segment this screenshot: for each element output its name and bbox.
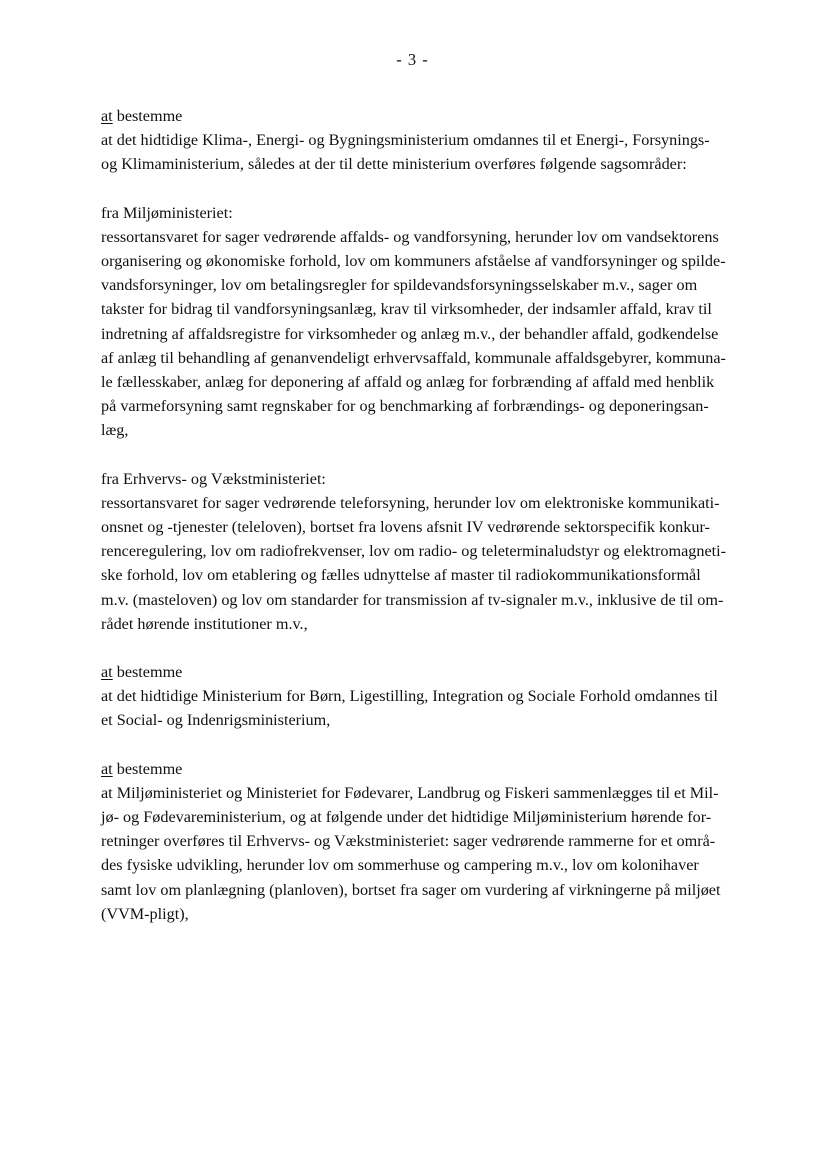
- document-body: [101, 104, 748, 950]
- text-line: ressortansvaret for sager vedrørende affalds- og vandforsyning, herunder lov om vandsektorens: [101, 227, 719, 246]
- heading-underlined-word: at: [101, 107, 113, 125]
- text-line: organisering og økonomiske forhold, lov om kommuners afståelse af vandforsyninger og spilde-: [101, 252, 726, 271]
- section-heading: [101, 757, 748, 781]
- text-line: at det hidtidige Klima-, Energi- og Bygningsministerium omdannes til et Energi-, Forsynings-: [101, 131, 710, 150]
- text-line: og Klimaministerium, således at der til dette ministerium overføres følgende sagsområder:: [101, 155, 687, 174]
- section-heading: fra Miljøministeriet:: [101, 203, 233, 222]
- text-line: ske forhold, lov om etablering og fælles udnyttelse af master til radiokommunikationsformål: [101, 566, 701, 585]
- section-energy-ministry: [101, 104, 748, 177]
- text-line: vandsforsyninger, lov om betalingsregler for spildevandsforsyningsselskaber m.v., sager om: [101, 276, 698, 295]
- text-line: rådet hørende institutioner m.v.,: [101, 614, 308, 633]
- text-line: m.v. (masteloven) og lov om standarder for transmission af tv-signaler m.v., inklusive de til om-: [101, 590, 724, 609]
- section-heading: fra Erhvervs- og Vækstministeriet:: [101, 469, 326, 488]
- text-line: et Social- og Indenrigsministerium,: [101, 711, 331, 730]
- heading-underlined-word: at: [101, 663, 113, 682]
- section-merger-environment-food: [101, 757, 748, 926]
- section-from-business-ministry: [101, 467, 748, 636]
- text-line: onsnet og -tjenester (teleloven), bortset fra lovens afsnit IV vedrørende sektorspecifik konkur-: [101, 518, 710, 537]
- text-line: samt lov om planlægning (planloven), bortset fra sager om vurdering af virkningerne på miljøet: [101, 880, 721, 899]
- text-line: af anlæg til behandling af genanvendeligt erhvervsaffald, kommunale affaldsgebyrer, kommuna-: [101, 348, 726, 367]
- text-line: ressortansvaret for sager vedrørende teleforsyning, herunder lov om elektroniske kommunikati-: [101, 493, 720, 512]
- text-line: le fællesskaber, anlæg for deponering af affald og anlæg for forbrænding af affald med henblik: [101, 373, 715, 392]
- text-line: renceregulering, lov om radiofrekvenser, lov om radio- og teleterminaludstyr og elektromagneti-: [101, 542, 727, 561]
- heading-rest: bestemme: [112, 107, 183, 125]
- page-number: - 3 -: [396, 50, 429, 69]
- text-line: takster for bidrag til vandforsyningsanlæg, krav til virksomheder, der indsamler affald, krav til: [101, 300, 712, 319]
- heading-rest: bestemme: [112, 759, 183, 778]
- heading-underlined-word: at: [101, 759, 113, 778]
- section-social-ministry: [101, 660, 748, 733]
- text-line: (VVM-pligt),: [101, 904, 189, 923]
- text-line: des fysiske udvikling, herunder lov om sommerhuse og campering m.v., lov om kolonihaver: [101, 856, 699, 875]
- text-line: at Miljøministeriet og Ministeriet for Fødevarer, Landbrug og Fiskeri sammenlægges til et Mil-: [101, 783, 719, 802]
- text-line: på varmeforsyning samt regnskaber for og benchmarking af forbrændings- og deponeringsan-: [101, 397, 709, 416]
- text-line: jø- og Fødevareministerium, og at følgende under det hidtidige Miljøministerium hørende for-: [101, 808, 712, 827]
- section-heading: [101, 660, 748, 684]
- heading-rest: bestemme: [112, 663, 183, 682]
- text-line: indretning af affaldsregistre for virksomheder og anlæg m.v., der behandler affald, godkendelse: [101, 324, 719, 343]
- section-heading: [101, 104, 748, 128]
- section-from-environment-ministry: [101, 201, 748, 443]
- text-line: at det hidtidige Ministerium for Børn, Ligestilling, Integration og Sociale Forhold omdannes til: [101, 687, 718, 706]
- text-line: læg,: [101, 421, 129, 440]
- text-line: retninger overføres til Erhvervs- og Vækstministeriet: sager vedrørende rammerne for et områ-: [101, 832, 716, 851]
